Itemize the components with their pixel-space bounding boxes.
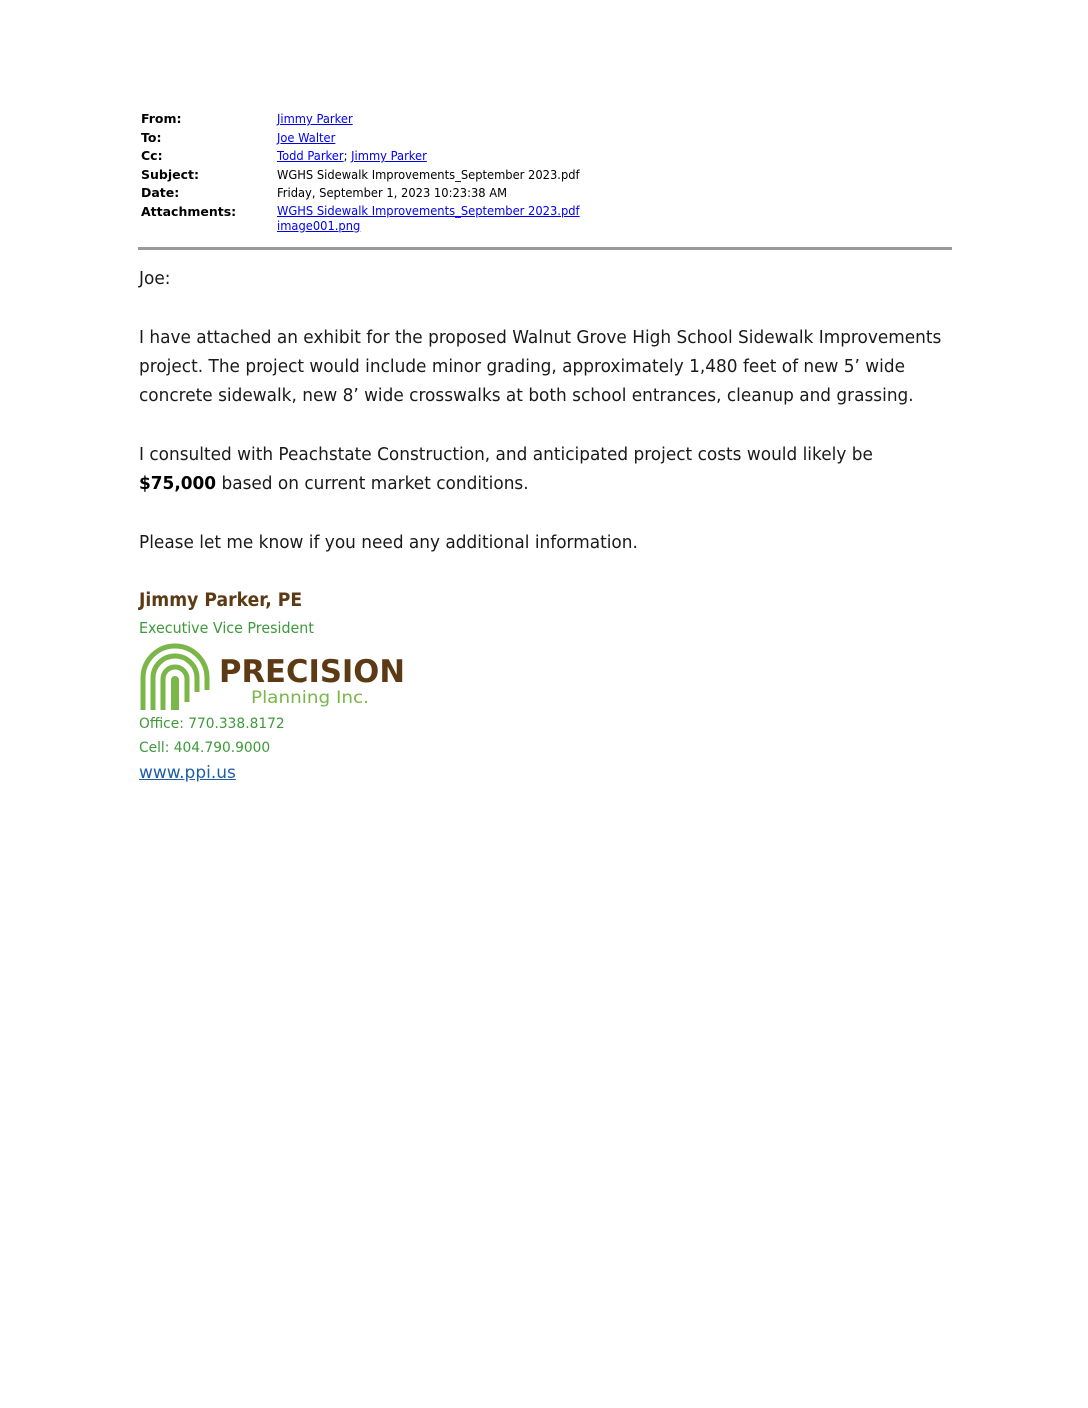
attachment-link-pdf[interactable]: WGHS Sidewalk Improvements_September 2023.pdf	[277, 202, 580, 218]
subject-value: WGHS Sidewalk Improvements_September 2023.pdf	[277, 166, 580, 182]
logo-word-precision: PRECISION	[219, 654, 405, 690]
paragraph-2-start: I consulted with Peachstate Construction, and anticipated project costs would likely be	[139, 443, 873, 465]
logo-word-planning: Planning Inc.	[251, 688, 369, 708]
from-label: From:	[141, 111, 182, 126]
paragraph-2-end: based on current market conditions.	[221, 473, 529, 495]
signature-title: Executive Vice President	[139, 619, 314, 637]
greeting: Joe:	[139, 268, 171, 289]
signature-contact	[139, 712, 292, 760]
cc-link-1[interactable]: Todd Parker	[277, 148, 344, 163]
subject-row	[141, 166, 953, 185]
from-row	[141, 110, 953, 129]
email-header	[141, 110, 953, 234]
cell-phone: Cell: 404.790.9000	[139, 740, 271, 756]
body-paragraph-1: I have attached an exhibit for the proposed Walnut Grove High School Sidewalk Improvements project. The project would include minor grading, approximately 1,480 feet of new 5’ wide concrete sidewalk, new 8’ wide crosswalks at both school entrances, cleanup and grassing.	[139, 326, 942, 407]
logo-arc-mark-icon	[143, 646, 207, 710]
date-row	[141, 184, 953, 203]
precision-planning-logo	[139, 642, 409, 714]
cc-link-2[interactable]: Jimmy Parker	[351, 148, 427, 163]
attachment-link-image[interactable]: image001.png	[277, 218, 361, 233]
attachments-label: Attachments:	[141, 203, 237, 219]
from-value	[277, 110, 899, 129]
cc-row	[141, 147, 953, 166]
from-link[interactable]: Jimmy Parker	[277, 111, 353, 126]
cc-value	[277, 147, 899, 166]
attachments-list	[277, 203, 899, 234]
date-label: Date:	[141, 185, 180, 200]
cc-label: Cc:	[141, 148, 163, 163]
header-divider	[138, 247, 952, 250]
to-label: To:	[141, 129, 162, 145]
to-row	[141, 129, 953, 148]
email-signature	[139, 586, 539, 783]
subject-label: Subject:	[141, 166, 199, 182]
date-value: Friday, September 1, 2023 10:23:38 AM	[277, 185, 508, 200]
attachments-row	[141, 203, 953, 234]
office-phone: Office: 770.338.8172	[139, 716, 285, 732]
email-body	[139, 264, 959, 586]
body-paragraph-3: Please let me know if you need any additional information.	[139, 531, 638, 553]
to-value	[277, 129, 899, 148]
cc-separator: ;	[343, 148, 348, 163]
body-paragraph-2	[139, 440, 959, 499]
cost-amount: $75,000	[139, 473, 217, 495]
website-link[interactable]: www.ppi.us	[139, 763, 236, 783]
signature-name: Jimmy Parker, PE	[139, 590, 303, 611]
to-link[interactable]: Joe Walter	[277, 129, 336, 145]
